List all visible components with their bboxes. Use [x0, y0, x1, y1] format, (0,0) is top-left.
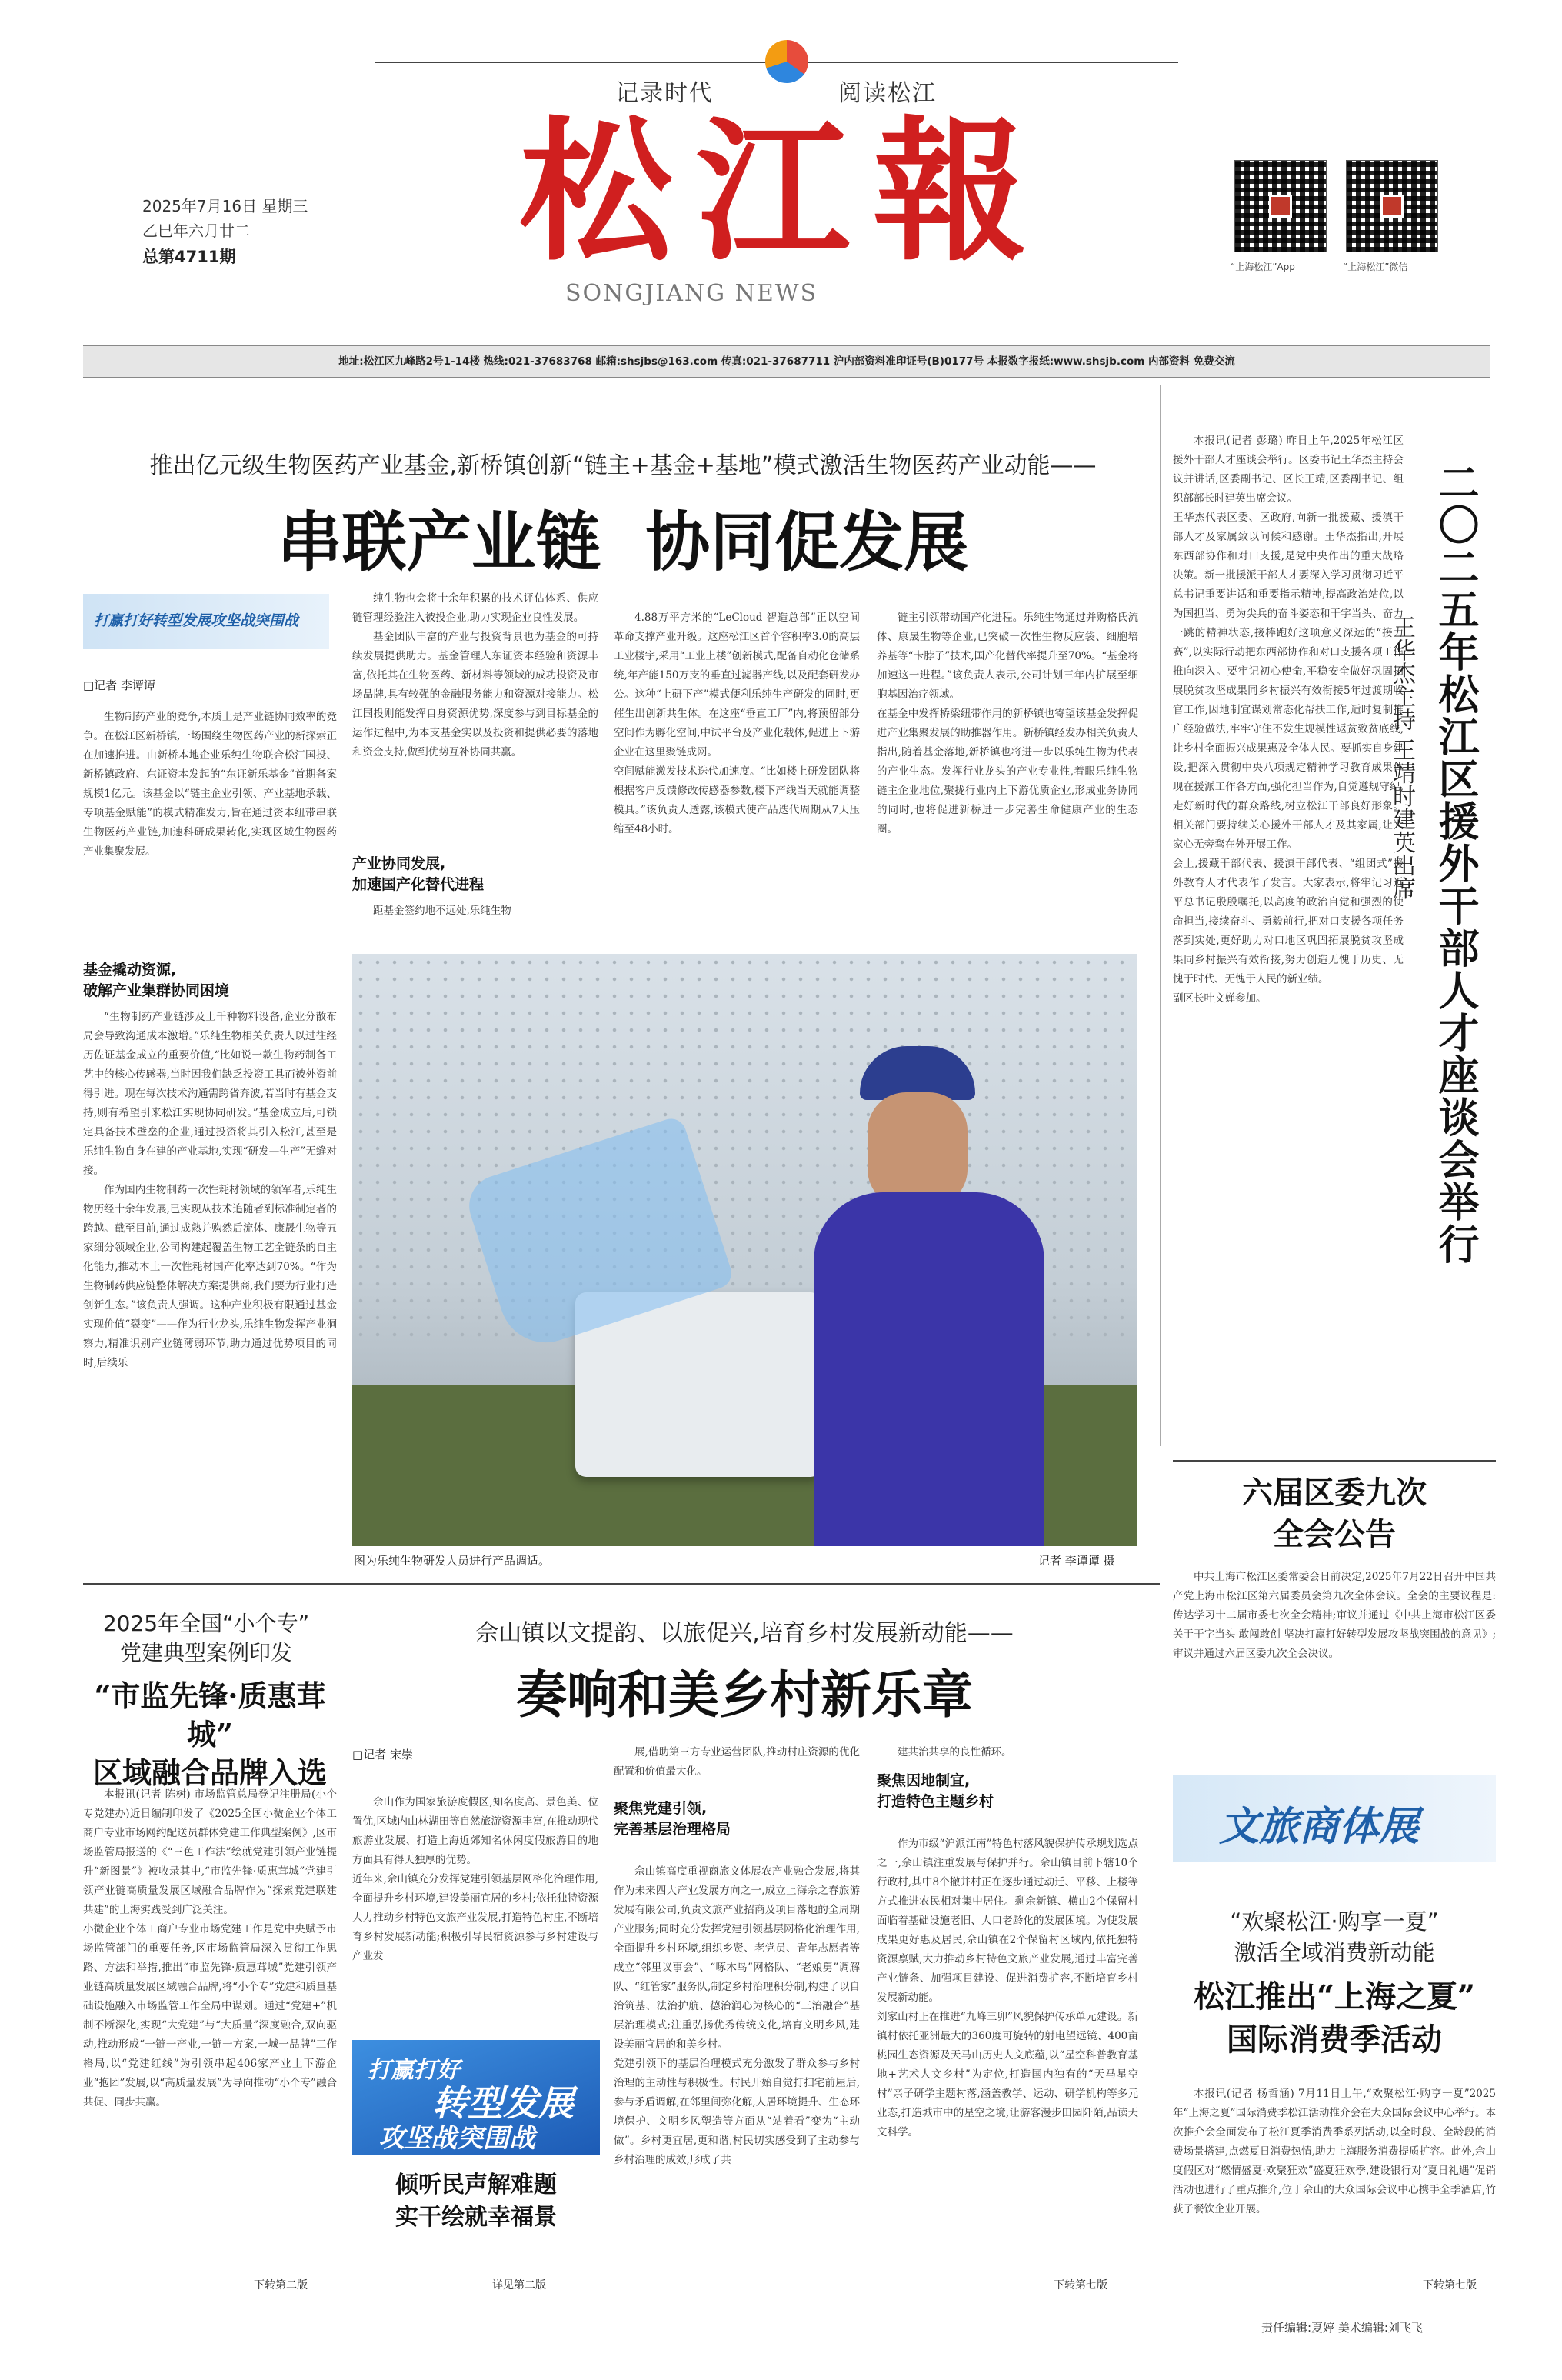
campaign-ad-caption: 倾听民声解难题 实干绘就幸福景 — [395, 2172, 557, 2231]
page-footer: 责任编辑:夏婷 美术编辑:刘飞飞 — [1261, 2321, 1423, 2335]
left-bottom-turn[interactable]: 下转第二版 — [254, 2279, 308, 2292]
lead-sub2: 产业协同发展, 加速国产化替代进程 — [352, 855, 485, 893]
culture-banner — [1173, 1775, 1496, 1862]
village-headline: 奏响和美乡村新乐章 — [516, 1665, 973, 1725]
lead-photo — [352, 954, 1137, 1546]
right-story-subtitle: 王华杰主持 王靖时建英出席 — [1388, 615, 1415, 900]
lead-col1-b: “生物制药产业链涉及上千种物料设备,企业分散布局会导致沟通成本激增。”乐纯生物相关负责人以过往经历佐证基金成立的重要价值,“比如说一款生物药制备工艺中的核心传感器,当时因我们缺乏投资工具而被外资前得引进。现在每次技术沟通需跨省奔波,若当时有基金支持,则有希望引来松江实现协同研发。”基金成立后,可锁定具备技术壁垒的企业,通过投资将其引入松江,甚至是乐纯生物自身在建的产业基地,实现“研发—生产”无缝对接。 作为国内生物制药一次性耗材领域的领军者,乐纯生物历经十余年发展,已实现从技术追随者到标准制定者的跨越。截至目前,通过成熟并购然后流体、康晟生物等五家细分领域企业,公司构建起覆盖生物工艺全链条的自主化能力,推动本土一次性耗材国产化率达到70%。“作为生物制药供应链整体解决方案提供商,我们要为行业打造创新生态。”该负责人强调。这种产业积极有限通过基金实现价值“裂变”——作为行业龙头,乐纯生物发挥产业洞察力,精准识别产业链薄弱环节,助力通过优势项目的同时,后续乐 — [83, 1011, 337, 1369]
campaign-ad-line3: 攻坚战突围战 — [378, 2123, 535, 2154]
notice-body: 中共上海市松江区委常委会日前决定,2025年7月22日召开中国共产党上海市松江区第六届委员会第九次全体会议。全会的主要议程是:传达学习十二届市委七次全会精神;审议并通过《中共上海市松江区委关于干字当头 敢闯敢创 坚决打赢打好转型发展攻坚战突围战的意见》;审议并通过六届区委九次全会决议。 — [1173, 1571, 1496, 1660]
culture-banner-text: 文旅商体展 — [1219, 1804, 1420, 1850]
campaign-ad-line1: 打赢打好 — [368, 2057, 460, 2084]
culture-title: 松江推出“上海之夏” 国际消费季活动 — [1193, 1978, 1475, 2058]
info-bar — [83, 345, 1490, 378]
lead-kicker: 推出亿元级生物医药产业基金,新桥镇创新“链主+基金+基地”模式激活生物医药产业动能—— — [149, 452, 1097, 479]
village-col1: 佘山作为国家旅游度假区,知名度高、景色美、位置优,区域内山林湖田等自然旅游资源丰富,在推动现代旅游业发展、打造上海近郊知名休闲度假旅游目的地方面具有得天独厚的优势。 近年来,佘山镇充分发挥党建引领基层网格化治理作用,全面提升乡村环境,建设美丽宜居的乡村;依托独特资源大力推动乡村特色文旅产业发展,打造特色村庄,不断培育乡村发展新动能;积极引导民宿资源参与乡村建设与产业发 — [352, 1796, 598, 1962]
village-byline: □记者 宋崇 — [352, 1748, 413, 1762]
technician-figure — [814, 1046, 1044, 1546]
village-col2-a: 展,借助第三方专业运营团队,推动村庄资源的优化配置和价值最大化。 — [614, 1746, 860, 1778]
village-turn-see[interactable]: 详见第二版 — [492, 2279, 546, 2292]
village-sub2: 聚焦因地制宜, 打造特色主题乡村 — [877, 1772, 994, 1810]
culture-turn[interactable]: 下转第七版 — [1423, 2279, 1477, 2292]
notice-title: 六届区委九次 全会公告 — [1242, 1475, 1427, 1552]
app-qr-code — [1234, 160, 1327, 252]
left-bottom-kicker: 2025年全国“小个专” 党建典型案例印发 — [102, 1611, 310, 1665]
culture-body: 本报讯(记者 杨哲涵) 7月11日上午,“欢聚松江·购享一夏”2025年“上海之夏”国际消费季松江活动推介会在大众国际会议中心举行。本次推介会全面发布了松江夏季消费季系列活动,以全时段、全龄段的消费场景搭建,点燃夏日消费热情,助力上海服务消费提质扩容。此外,佘山度假区对“燃情盛夏·欢聚狂欢”盛夏狂欢季,建设银行对“夏日礼遇”促销活动也进行了重点推介,位于佘山的大众国际会议中心携手全季酒店,竹荻子餐饮企业开展。 — [1173, 2088, 1496, 2215]
village-kicker: 佘山镇以文提韵、以旅促兴,培育乡村发展新动能—— — [475, 1620, 1014, 1647]
issue-date: 2025年7月16日 星期三 — [142, 197, 308, 215]
issue-lunar: 乙巳年六月廿二 — [142, 222, 250, 240]
campaign-banner — [83, 594, 329, 649]
village-col3-b: 作为市级“沪派江南”特色村落风貌保护传承规划选点之一,佘山镇注重发展与保护并行。佘山镇目前下辖10个行政村,其中8个撤并村正在逐步通过动迁、平移、上楼等方式推进农民相对集中居住。剩余新镇、横山2个保留村面临着基础设施老旧、人口老龄化的发展困境。为使发展成果更好惠及居民,佘山镇在2个保留村区域内,依托独特资源禀赋,大力推动乡村特色文旅产业发展,通过丰富完善产业链条、加强项目建设、促进消费扩容,不断培育乡村发展新动能。 刘家山村正在推进“九峰三卯”风貌保护传承单元建设。新镇村依托亚洲最大的360度可旋转的射电望远镜、400亩桃园生态资源及天马山历史人文底蕴,以“星空科普教育基地+艺术人文乡村”为定位,打造国内独有的“天马星空村”亲子研学主题村落,涵盖教学、运动、研学机构等多元业态,打造城市中的星空之境,让游客漫步田园阡陌,品读天文科学。 — [877, 1838, 1138, 2138]
lead-byline: □记者 李谭谭 — [83, 678, 155, 692]
right-story-title: 二〇二五年松江区援外干部人才座谈会举行 — [1432, 462, 1480, 1265]
culture-kicker: “欢聚松江·购享一夏” 激活全域消费新动能 — [1230, 1908, 1439, 1965]
app-qr-label: “上海松江”App — [1231, 262, 1295, 272]
wechat-qr-label: “上海松江”微信 — [1343, 262, 1408, 272]
wechat-qr-code — [1346, 160, 1438, 252]
lead-col4: 链主引领带动国产化进程。乐纯生物通过并购格氏流体、康晟生物等企业,已突破一次性生物反应袋、细胞培养基等“卡脖子”技术,国产化替代率提升至70%。“基金将加速这一进程。”该负责人表示,公司计划三年内扩展至细胞基因治疗领域。 在基金中发挥桥梁纽带作用的新桥镇也寄望该基金发挥促进产业集聚发展的助推器作用。新桥镇经发办相关负责人指出,随着基金落地,新桥镇也将进一步以乐纯生物为代表的产业生态。发挥行业龙头的产业专业性,着眼乐纯生物链主企业地位,聚拢行业内上下游优质企业,形成业务协同的同时,也将促进新桥进一步完善生命健康产业的生态圈。 — [877, 612, 1138, 835]
masthead-title: 松江報 — [518, 102, 1050, 282]
info-bar-text: 地址:松江区九峰路2号1-14楼 热线:021-37683768 邮箱:shsjbs@163.com 传真:021-37687711 沪内部资料准印证号(B)0177号 本报数字报纸:www.shsjb.com 内部资料 免费交流 — [338, 355, 1235, 368]
lead-headline: 串联产业链 协同促发展 — [277, 505, 969, 580]
masthead-slogan-left: 记录时代 — [615, 80, 714, 107]
issue-number: 总第4711期 — [142, 248, 236, 266]
photo-caption: 图为乐纯生物研发人员进行产品调适。 — [354, 1554, 551, 1568]
campaign-banner-text: 打赢打好转型发展攻坚战突围战 — [94, 612, 299, 629]
lead-col2-c: 距基金签约地不远处,乐纯生物 — [373, 905, 511, 917]
lead-sub1: 基金撬动资源, 破解产业集群协同困境 — [83, 962, 230, 999]
right-story-body: 本报讯(记者 彭璐) 昨日上午,2025年松江区援外干部人才座谈会举行。区委书记王华杰主持会议并讲话,区委副书记、区长王靖,区委副书记、组织部部长时建英出席会议。 王华杰代表区委、区政府,向新一批援藏、援滇干部人才及家属致以问候和感谢。王华杰指出,开展东西部协作和对口支援,是党中央作出的重大战略决策。新一批援派干部人才要深入学习贯彻习近平总书记重要讲话和重要指示精神,提高政治站位,以为国担当、勇为尖兵的奋斗姿态和干字当头、奋力一跳的精神状态,接棒跑好这项意义深远的“接力赛”,以实际行动把东西部协作和对口支援各项工作推向深入。要牢记初心使命,平稳安全做好巩固拓展脱贫攻坚成果同乡村振兴有效衔接5年过渡期收官工作,因地制宜谋划常态化帮扶工作,适时复制推广经验做法,牢牢守住不发生规模性返贫致贫底线,让乡村全面振兴成果惠及全体人民。要抓实自身建设,把深入贯彻中央八项规定精神学习教育成果体现在援派工作各方面,强化担当作为,自觉遵规守纪,走好新时代的群众路线,树立松江干部良好形象。相关部门要持续关心援外干部人才及其家属,让大家心无旁骛在外开展工作。 会上,援藏干部代表、援滇干部代表、“组团式”援外教育人才代表作了发言。大家表示,将牢记习近平总书记殷殷嘱托,以高度的政治自觉和强烈的使命担当,接续奋斗、勇毅前行,把对口支援各项任务落到实处,更好助力对口地区巩固拓展脱贫攻坚成果同乡村振兴有效衔接,努力创造无愧于历史、无愧于时代、无愧于人民的新业绩。 副区长叶文婵参加。 — [1173, 435, 1404, 1005]
village-col3-a: 建共治共享的良性循环。 — [898, 1746, 1012, 1758]
left-bottom-body: 本报讯(记者 陈树) 市场监管总局登记注册局(小个专党建办)近日编制印发了《2025全国小微企业个体工商户专业市场网约配送员群体党建工作典型案例》,区市场监管局报送的《“三色工作法”绘就党建引领产业链提升“新图景”》被收录其中,“市监先锋·质惠茸城”党建引领产业链高质量发展区域融合品牌作为“探索党建联建共建”的上海实践受到广泛关注。 小微企业个体工商户专业市场党建工作是党中央赋予市场监管部门的重要任务,区市场监管局深入贯彻工作思路、方法和举措,推出“市监先锋·质惠茸城”党建引领产业链高质量发展区域融合品牌,将“小个专”党建和质量基础设施融入市场监管工作全局中谋划。通过“党建+”机制不断深化,实现“大党建”与“大质量”深度融合,双向驱动,推动形成“一链一产业,一链一方案,一城一品牌”工作格局,以“党建红线”为引领串起406家产业上下游企业“抱团”发展,以“高质量发展”为导向推动“小个专”融合共促、同步共赢。 — [83, 1788, 337, 2108]
campaign-ad-line2: 转型发展 — [432, 2082, 574, 2124]
village-col2-b: 佘山镇高度重视商旅文体展农产业融合发展,将其作为未来四大产业发展方向之一,成立上海佘之春旅游发展有限公司,负责文旅产业招商及项目落地的全周期产业服务;同时充分发挥党建引领基层网格化治理作用,全面提升乡村环境,组织乡贤、老党员、青年志愿者等成立“邻里议事会”、“啄木鸟”网格队、“老娘舅”调解队、“红管家”服务队,制定乡村治理积分制,构建了以自治筑基、法治护航、德治润心为核心的“三治融合”基层治理模式;注重弘扬优秀传统文化,培育文明乡风,建设美丽宜居的和美乡村。 党建引领下的基层治理模式充分激发了群众参与乡村治理的主动性与积极性。村民开始自觉打扫宅前屋后,参与矛盾调解,在邻里间弥化解,人居环境提升、生态环境保护、文明乡风塑造等方面从“站着看”变为“主动做”。乡村更宜居,更和谐,村民切实感受到了主动参与乡村治理的成效,形成了共 — [614, 1865, 860, 2166]
photo-credit: 记者 李谭谭 摄 — [1038, 1554, 1115, 1568]
village-turn-next[interactable]: 下转第七版 — [1054, 2279, 1107, 2292]
masthead-slogan-right: 阅读松江 — [838, 80, 937, 107]
campaign-ad — [352, 2040, 600, 2155]
left-bottom-title: “市监先锋·质惠茸城” 区域融合品牌入选 — [92, 1678, 327, 1790]
village-sub1: 聚焦党建引领, 完善基层治理格局 — [614, 1800, 731, 1838]
logo-icon — [765, 40, 808, 83]
masthead-english: SONGJIANG NEWS — [565, 280, 818, 307]
lead-col1-a: 生物制药产业的竞争,本质上是产业链协同效率的竞争。在松江区新桥镇,一场围绕生物医药产业的新探索正在加速推进。由新桥本地企业乐纯生物联合松江国投、新桥镇政府、东证资本发起的“东证新乐基金”首期备案规模1亿元。该基金以“链主企业引领、产业基地承载、专项基金赋能”的模式精准发力,旨在通过资本纽带串联生物医药产业链,加速科研成果转化,实现区域生物医药产业集聚发展。 — [83, 711, 337, 858]
lead-col2: 纯生物也会将十余年积累的技术评估体系、供应链管理经验注入被投企业,助力实现企业良性发展。 基金团队丰富的产业与投资背景也为基金的可持续发展提供助力。基金管理人东证资本经验和资源丰富,依托其在生物医药、新材料等领域的成功投资及市场品牌,具有较强的金融服务能力和资源对接能力。松江国投则能发挥自身资源优势,深度参与到目标基金的运作过程中,为本支基金实以及投资和提供必要的落地和资金支持,做到优势互补协同共赢。 — [352, 592, 598, 758]
lead-col3: 4.88万平方米的“LeCloud 智造总部”正以空间革命支撑产业升级。这座松江区首个容积率3.0的高层工业楼宇,采用“工业上楼”创新模式,配备自动化仓储系统,年产能150万支的垂直过滤器产线,以及配套研发办公。这种“上研下产”模式便利乐纯生产研发的同时,更催生出创新共生体。在这座“垂直工厂”内,将预留部分空间作为孵化空间,中试平台及产业化载体,促进上下游企业在这里聚链成网。 空间赋能激发技术迭代加速度。“比如楼上研发团队将根据客户反馈修改传感器参数,楼下产线当天就能调整模具。”该负责人透露,该模式使产品迭代周期从7天压缩至48小时。 — [614, 612, 860, 835]
